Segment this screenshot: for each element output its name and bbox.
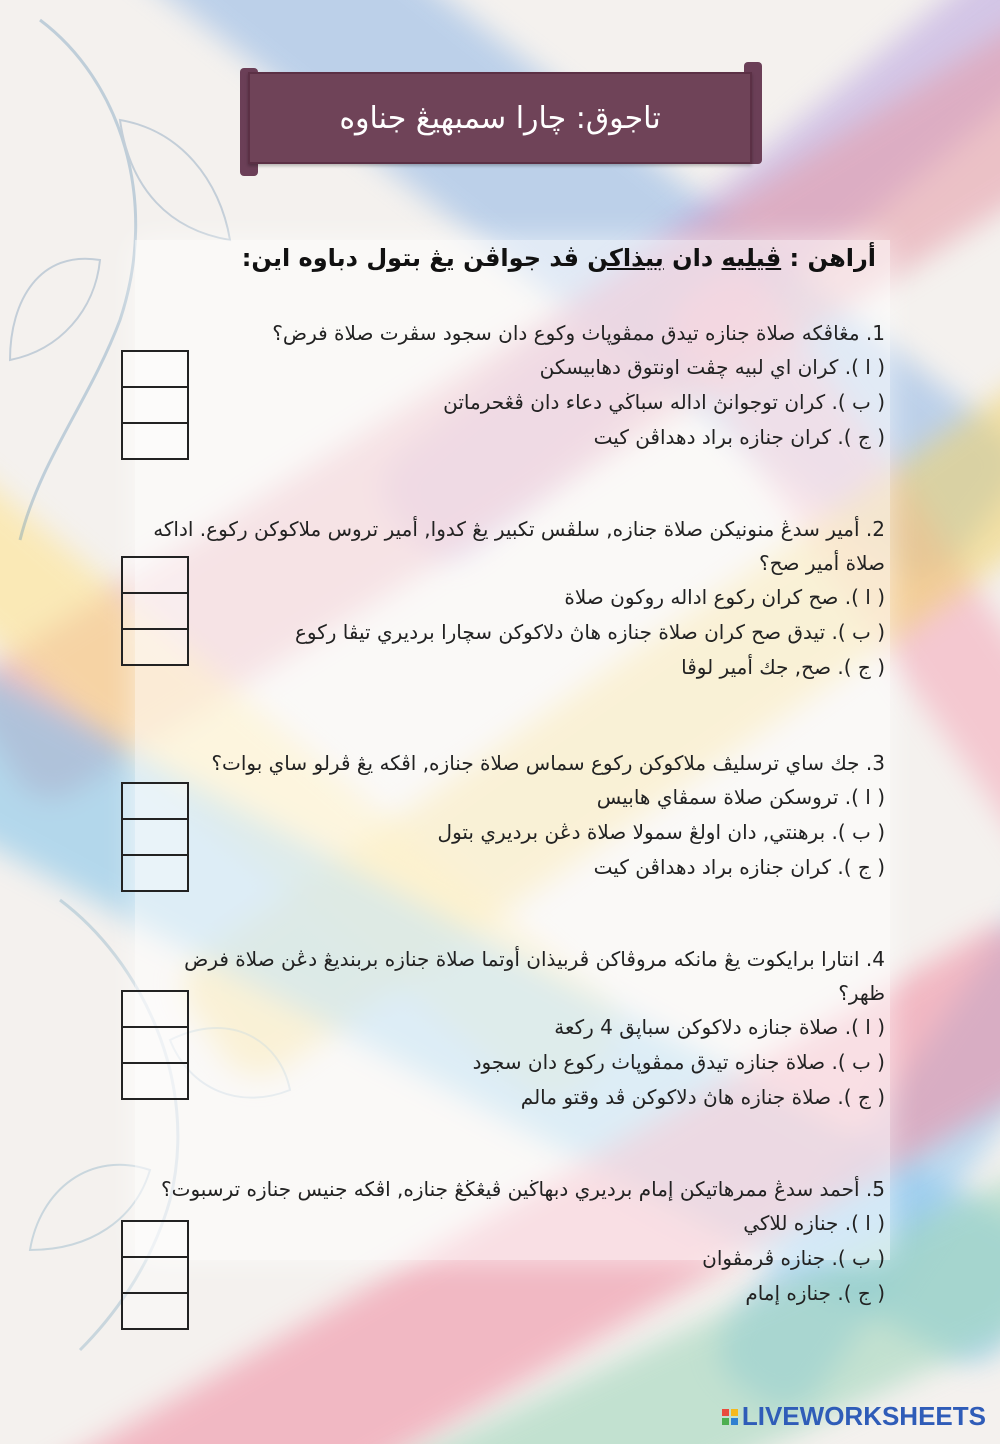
answer-box[interactable] — [121, 386, 189, 424]
logo-grid-icon — [722, 1409, 738, 1425]
instruction-text: أراهن : ڤيليه دان بيذاكن ڤد جواڤن يڠ بتول دباوه اين: — [241, 244, 876, 272]
answer-boxes-q4 — [121, 992, 187, 1100]
option: ( ا ). صلاة جنازه دلاكوكن سباڽق 4 ركعة — [554, 1015, 885, 1039]
answer-box[interactable] — [121, 1220, 189, 1258]
question-3 — [115, 746, 885, 885]
option: ( ب ). جنازه ڤرمڤوان — [702, 1246, 885, 1270]
answer-box[interactable] — [121, 628, 189, 666]
question-number: 3. — [865, 751, 885, 775]
answer-box[interactable] — [121, 556, 189, 594]
option: ( ج ). صلاة جنازه هاڽ دلاكوكن ڤد وقتو مالم — [520, 1085, 885, 1109]
answer-box[interactable] — [121, 350, 189, 388]
question-4 — [145, 942, 885, 1115]
underlined-word: ڤيليه — [721, 244, 782, 272]
question-1 — [145, 316, 885, 455]
question-number: 2. — [865, 517, 885, 541]
answer-boxes-q5 — [121, 1222, 187, 1330]
answer-box[interactable] — [121, 854, 189, 892]
answer-boxes-q2 — [121, 558, 187, 666]
answer-box[interactable] — [121, 818, 189, 856]
underlined-word: بيذاكن — [587, 244, 664, 272]
option: ( ج ). جنازه إمام — [745, 1281, 885, 1305]
answer-box[interactable] — [121, 782, 189, 820]
question-text: انتارا برايكوت يڠ مانكه مروڤاكن ڤربيذان أوتما صلاة جنازه بربنديڠ دڠن صلاة فرض ظهر؟ — [184, 947, 885, 1005]
option: ( ب ). برهنتي, دان اولڠ سمولا صلاة دڠن برديري بتول — [437, 820, 885, 844]
answer-box[interactable] — [121, 1062, 189, 1100]
option: ( ب ). تيدق صح كران صلاة جنازه هاڽ دلاكوكن سچارا برديري تيڤا ركوع — [294, 620, 885, 644]
watermark-text: LIVEWORKSHEETS — [741, 1401, 986, 1431]
question-text: مڠاڤكه صلاة جنازه تيدق ممڤوڽاٺ وكوع دان سجود سڤرت صلاة فرض؟ — [272, 321, 860, 345]
question-text: أمير سدڠ منونيكن صلاة جنازه, سلڤس تكبير يڠ كدوا, أمير تروس ملاكوكن ركوع. اداكه صلاة أمير صح؟ — [153, 517, 885, 575]
option: ( ج ). كران جنازه براد دهداڤن كيت — [593, 425, 885, 449]
answer-box[interactable] — [121, 1256, 189, 1294]
option: ( ج ). كران جنازه براد دهداڤن كيت — [593, 855, 885, 879]
option: ( ا ). كران اي لبيه چڤت اونتوق دهابيسكن — [539, 355, 885, 379]
question-text: جك ساي ترسليڤ ملاكوكن ركوع سماس صلاة جنازه, اڤكه يڠ ڤرلو ساي بوات؟ — [211, 751, 860, 775]
page-title: تاجوق: چارا سمبهيڠ جناوه — [339, 100, 661, 136]
question-number: 1. — [865, 321, 885, 345]
option: ( ا ). تروسكن صلاة سمڤاي هابيس — [596, 785, 885, 809]
option: ( ج ). صح, جك أمير لوڤا — [681, 655, 885, 679]
answer-box[interactable] — [121, 592, 189, 630]
answer-boxes-q3 — [121, 784, 187, 892]
question-text: أحمد سدڠ ممرهاتيكن إمام برديري دبهاڬين ڤيڠڬڠ جنازه, اڤكه جنيس جنازه ترسبوت؟ — [161, 1177, 860, 1201]
liveworksheets-logo — [722, 1401, 986, 1432]
question-number: 5. — [865, 1177, 885, 1201]
question-2 — [125, 512, 885, 685]
option: ( ب ). صلاة جنازه تيدق ممڤوڽاٺ ركوع دان سجود — [472, 1050, 885, 1074]
option: ( ا ). صح كران ركوع اداله روكون صلاة — [564, 585, 885, 609]
answer-box[interactable] — [121, 1292, 189, 1330]
answer-box[interactable] — [121, 1026, 189, 1064]
answer-box[interactable] — [121, 422, 189, 460]
answer-boxes-q1 — [121, 352, 187, 460]
title-banner — [240, 68, 762, 178]
question-5 — [145, 1172, 885, 1311]
option: ( ب ). كران توجوانڽ اداله سباڬي دعاء دان ڤڠحرماتن — [443, 390, 885, 414]
question-number: 4. — [865, 947, 885, 971]
option: ( ا ). جنازه للاكي — [743, 1211, 885, 1235]
answer-box[interactable] — [121, 990, 189, 1028]
